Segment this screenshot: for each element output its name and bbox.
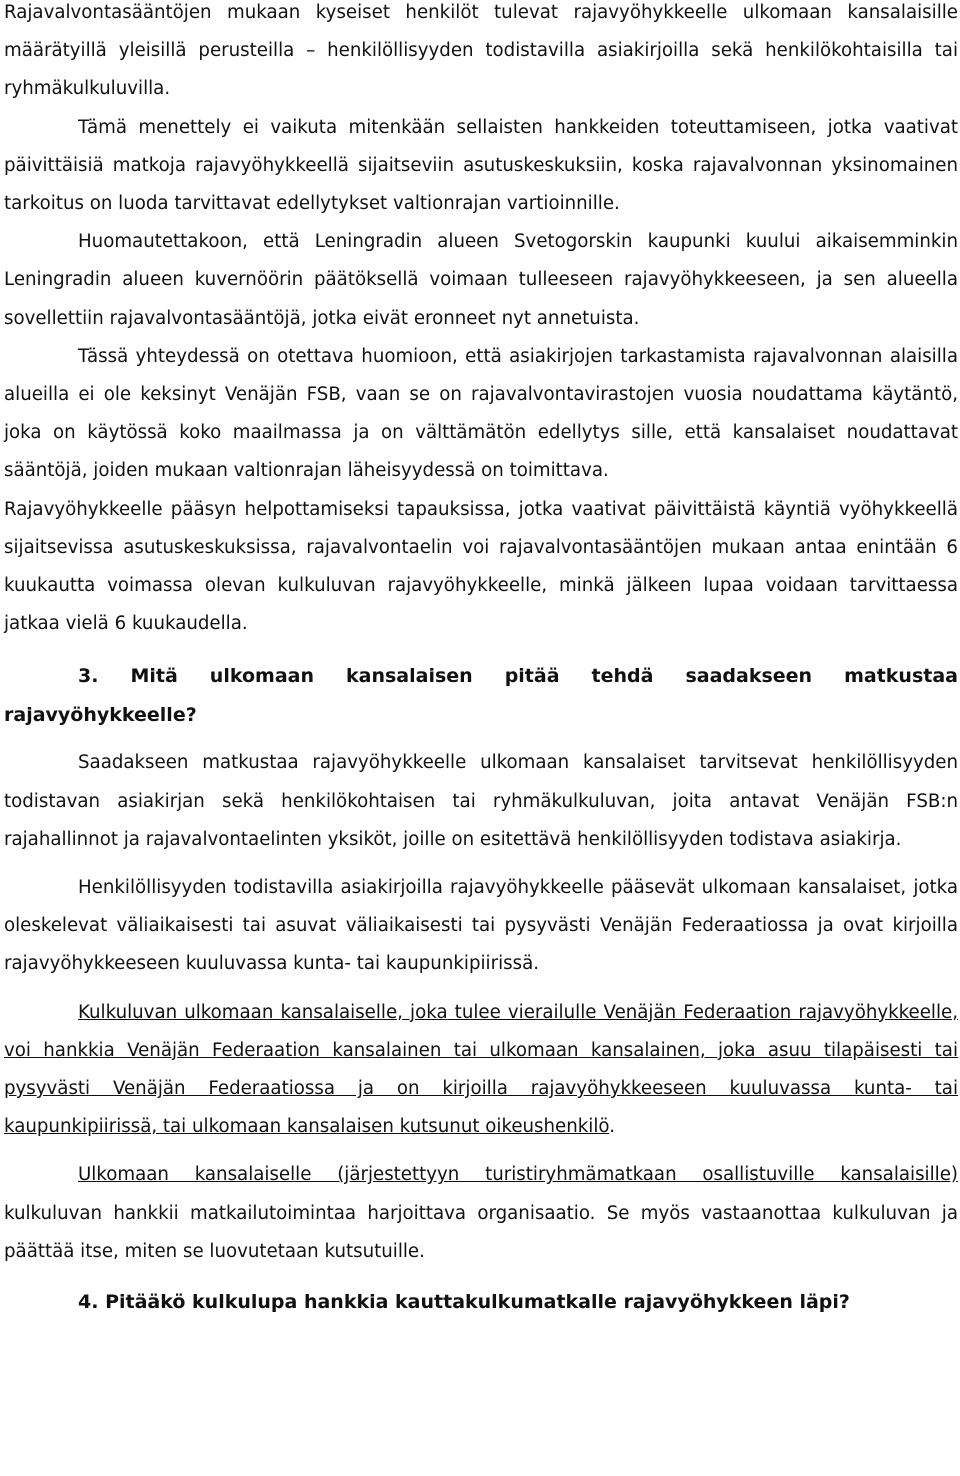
underlined-text: Kulkuluvan ulkomaan kansalaiselle, joka tulee vierailulle Venäjän Federaation rajavyöhykkeelle, voi hankkia Venäjän Federaation kansalainen tai ulkomaan kansalainen, joka asuu tilapäisesti tai pysyvästi Venäjän Federaatiossa ja on kirjoilla rajavyöhykkeeseen kuuluvassa kunta- tai kaupunkipiirissä, tai ulkomaan kansalaisen kutsunut oikeushenkilö [4,1001,958,1138]
section-heading-4 [4,1283,958,1322]
paragraph-permit-validity: Rajavyöhykkeelle pääsyn helpottamiseksi tapauksissa, jotka vaativat päivittäistä käyntiä vyöhykkeellä sijaitsevissa asutuskeskuksissa, rajavalvontaelin voi rajavalvontasääntöjen mukaan antaa enintään 6 kuukautta voimassa olevan kulkuluvan rajavyöhykkeelle, minkä jälkeen lupaa voidaan tarvittaessa jatkaa vielä 6 kuukaudella. [4,498,958,635]
paragraph-svetogorsk: Huomautettakoon, että Leningradin alueen Svetogorskin kaupunki kuului aikaisemminkin Leningradin alueen kuvernöörin päätöksellä voimaan tulleeseen rajavyöhykkeeseen, ja sen alueella sovellettiin rajavalvontasääntöjä, jotka eivät eronneet nyt annetuista. [4,231,958,329]
paragraph-identity-documents: Henkilöllisyyden todistavilla asiakirjoilla rajavyöhykkeelle pääsevät ulkomaan kansalaiset, jotka oleskelevat väliaikaisesti tai asuvat väliaikaisesti tai pysyvästi Venäjän Federaatiossa ja ovat kirjoilla rajavyöhykkeeseen kuuluvassa kunta- tai kaupunkipiirissä. [4,877,958,975]
paragraph-tail: . [609,1116,615,1138]
paragraph-tail: kulkuluvan hankkii matkailutoimintaa harjoittava organisaatio. Se myös vastaanottaa kulkuluvan ja päättää itse, miten se luovutetaan kutsutuille. [4,1202,958,1262]
paragraph-border-rules: Rajavalvontasääntöjen mukaan kyseiset henkilöt tulevat rajavyöhykkeelle ulkomaan kansalaisille määrätyillä yleisillä perusteilla – henkilöllisyyden todistavilla asiakirjoilla sekä henkilökohtaisilla tai ryhmäkulkuluvilla. [4,2,958,100]
document-page [4,0,958,1322]
paragraph-document-checks: Tässä yhteydessä on otettava huomioon, että asiakirjojen tarkastamista rajavalvonnan alaisilla alueilla ei ole keksinyt Venäjän FSB, vaan se on rajavalvontavirastojen vuosia noudattama käytäntö, joka on käytössä koko maailmassa ja on välttämätön edellytys sille, että kansalaiset noudattavat sääntöjä, joiden mukaan valtionrajan läheisyydessä on toimittava. [4,345,958,482]
section-heading-3 [4,657,958,734]
paragraph-permit-applicant [4,994,958,1147]
paragraph-requirements: Saadakseen matkustaa rajavyöhykkeelle ulkomaan kansalaiset tarvitsevat henkilöllisyyden todistavan asiakirjan sekä henkilökohtaisen tai ryhmäkulkuluvan, joita antavat Venäjän FSB:n rajahallinnot ja rajavalvontaelinten yksiköt, joille on esitettävä henkilöllisyyden todistava asiakirja. [4,752,958,850]
heading-text: Mitä ulkomaan kansalaisen pitää tehdä saadakseen matkustaa rajavyöhykkeelle? [4,665,958,726]
paragraph-tourist-groups [4,1156,958,1271]
heading-number: 3. [78,665,99,688]
heading-number: 4. [78,1291,99,1314]
heading-text: Pitääkö kulkulupa hankkia kauttakulkumatkalle rajavyöhykkeen läpi? [105,1291,850,1314]
underlined-text: Ulkomaan kansalaiselle (järjestettyyn turistiryhmämatkaan osallistuville kansalaisille) [78,1164,958,1186]
paragraph-procedure-effect: Tämä menettely ei vaikuta mitenkään sellaisten hankkeiden toteuttamiseen, jotka vaativat päivittäisiä matkoja rajavyöhykkeellä sijaitseviin asutuskeskuksiin, koska rajavalvonnan yksinomainen tarkoitus on luoda tarvittavat edellytykset valtionrajan vartioinnille. [4,116,958,215]
